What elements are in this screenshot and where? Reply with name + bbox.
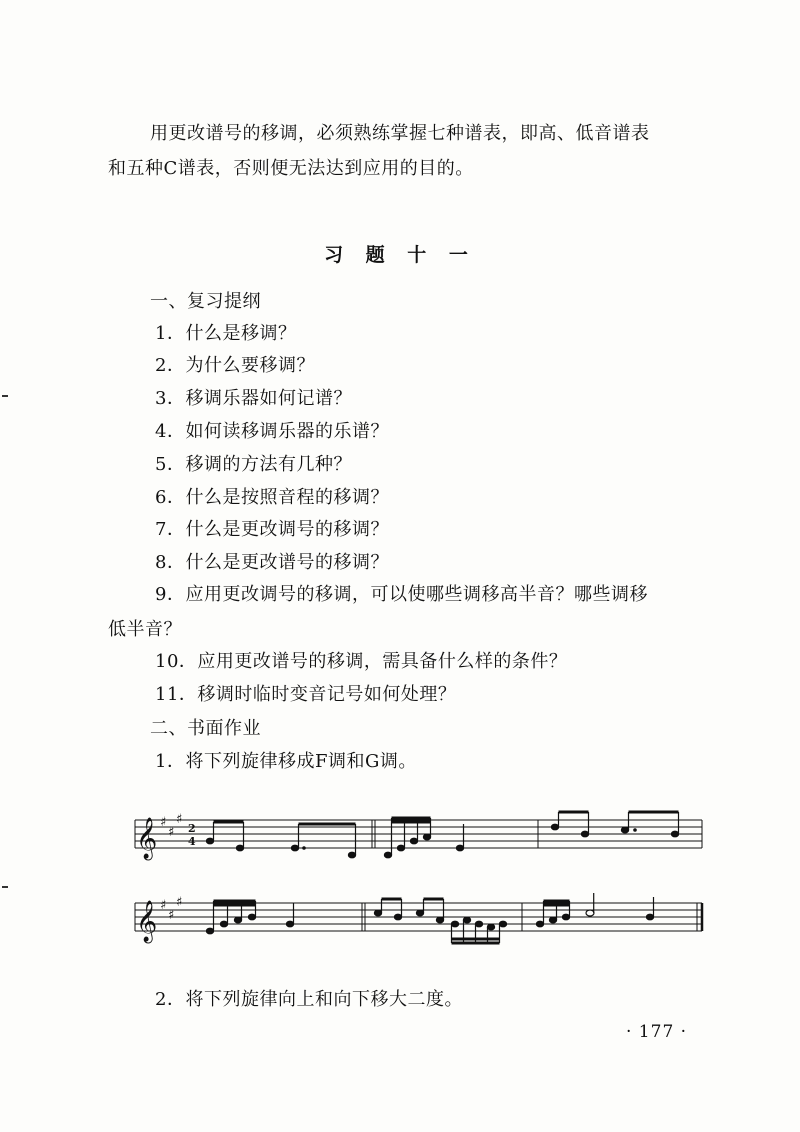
svg-text:♯: ♯ [160,898,167,913]
written-item: 1．将下列旋律移成F调和G调。 [155,751,417,772]
scan-margin-mark [2,395,8,397]
review-item: 3．移调乐器如何记谱？ [155,388,352,409]
svg-text:♯: ♯ [176,812,183,827]
time-signature-top: 2 [188,822,196,835]
section-heading-written: 二、书面作业 [150,718,261,739]
exercise-title: 习 题 十 一 [324,244,476,266]
review-item: 9．应用更改调号的移调，可以使哪些调移高半音？哪些调移 [155,584,648,605]
review-item: 10．应用更改谱号的移调，需具备什么样的条件？ [155,651,568,672]
time-signature-bottom: 4 [188,835,196,848]
page-number: · 177 · [626,1022,688,1042]
svg-text:♯: ♯ [176,895,183,910]
review-item-continuation: 低半音？ [108,619,182,640]
review-item: 6．什么是按照音程的移调？ [155,487,389,508]
treble-clef-icon: 𝄞 [136,901,158,942]
review-item: 8．什么是更改谱号的移调？ [155,552,389,573]
review-item: 11．移调时临时变音记号如何处理？ [155,684,457,705]
music-staff-1 [130,810,705,870]
review-item: 5．移调的方法有几种？ [155,454,352,475]
music-staff-2 [130,893,705,953]
svg-text:♯: ♯ [168,825,175,840]
intro-line-2: 和五种C谱表，否则便无法达到应用的目的。 [108,158,474,179]
intro-line-1: 用更改谱号的移调，必须熟练掌握七种谱表，即高、低音谱表 [150,123,650,144]
scan-margin-mark [2,886,8,888]
written-item: 2．将下列旋律向上和向下移大二度。 [155,989,463,1010]
svg-text:♯: ♯ [168,908,175,923]
key-signature-sharps-icon [160,812,182,840]
review-item: 2．为什么要移调？ [155,355,315,376]
svg-text:♯: ♯ [160,815,167,830]
treble-clef-icon: 𝄞 [136,818,158,859]
review-item: 1．什么是移调？ [155,323,297,344]
review-item: 4．如何读移调乐器的乐谱？ [155,421,389,442]
section-heading-review: 一、复习提纲 [150,291,261,312]
review-item: 7．什么是更改调号的移调？ [155,519,389,540]
key-signature-sharps-icon [160,895,182,923]
